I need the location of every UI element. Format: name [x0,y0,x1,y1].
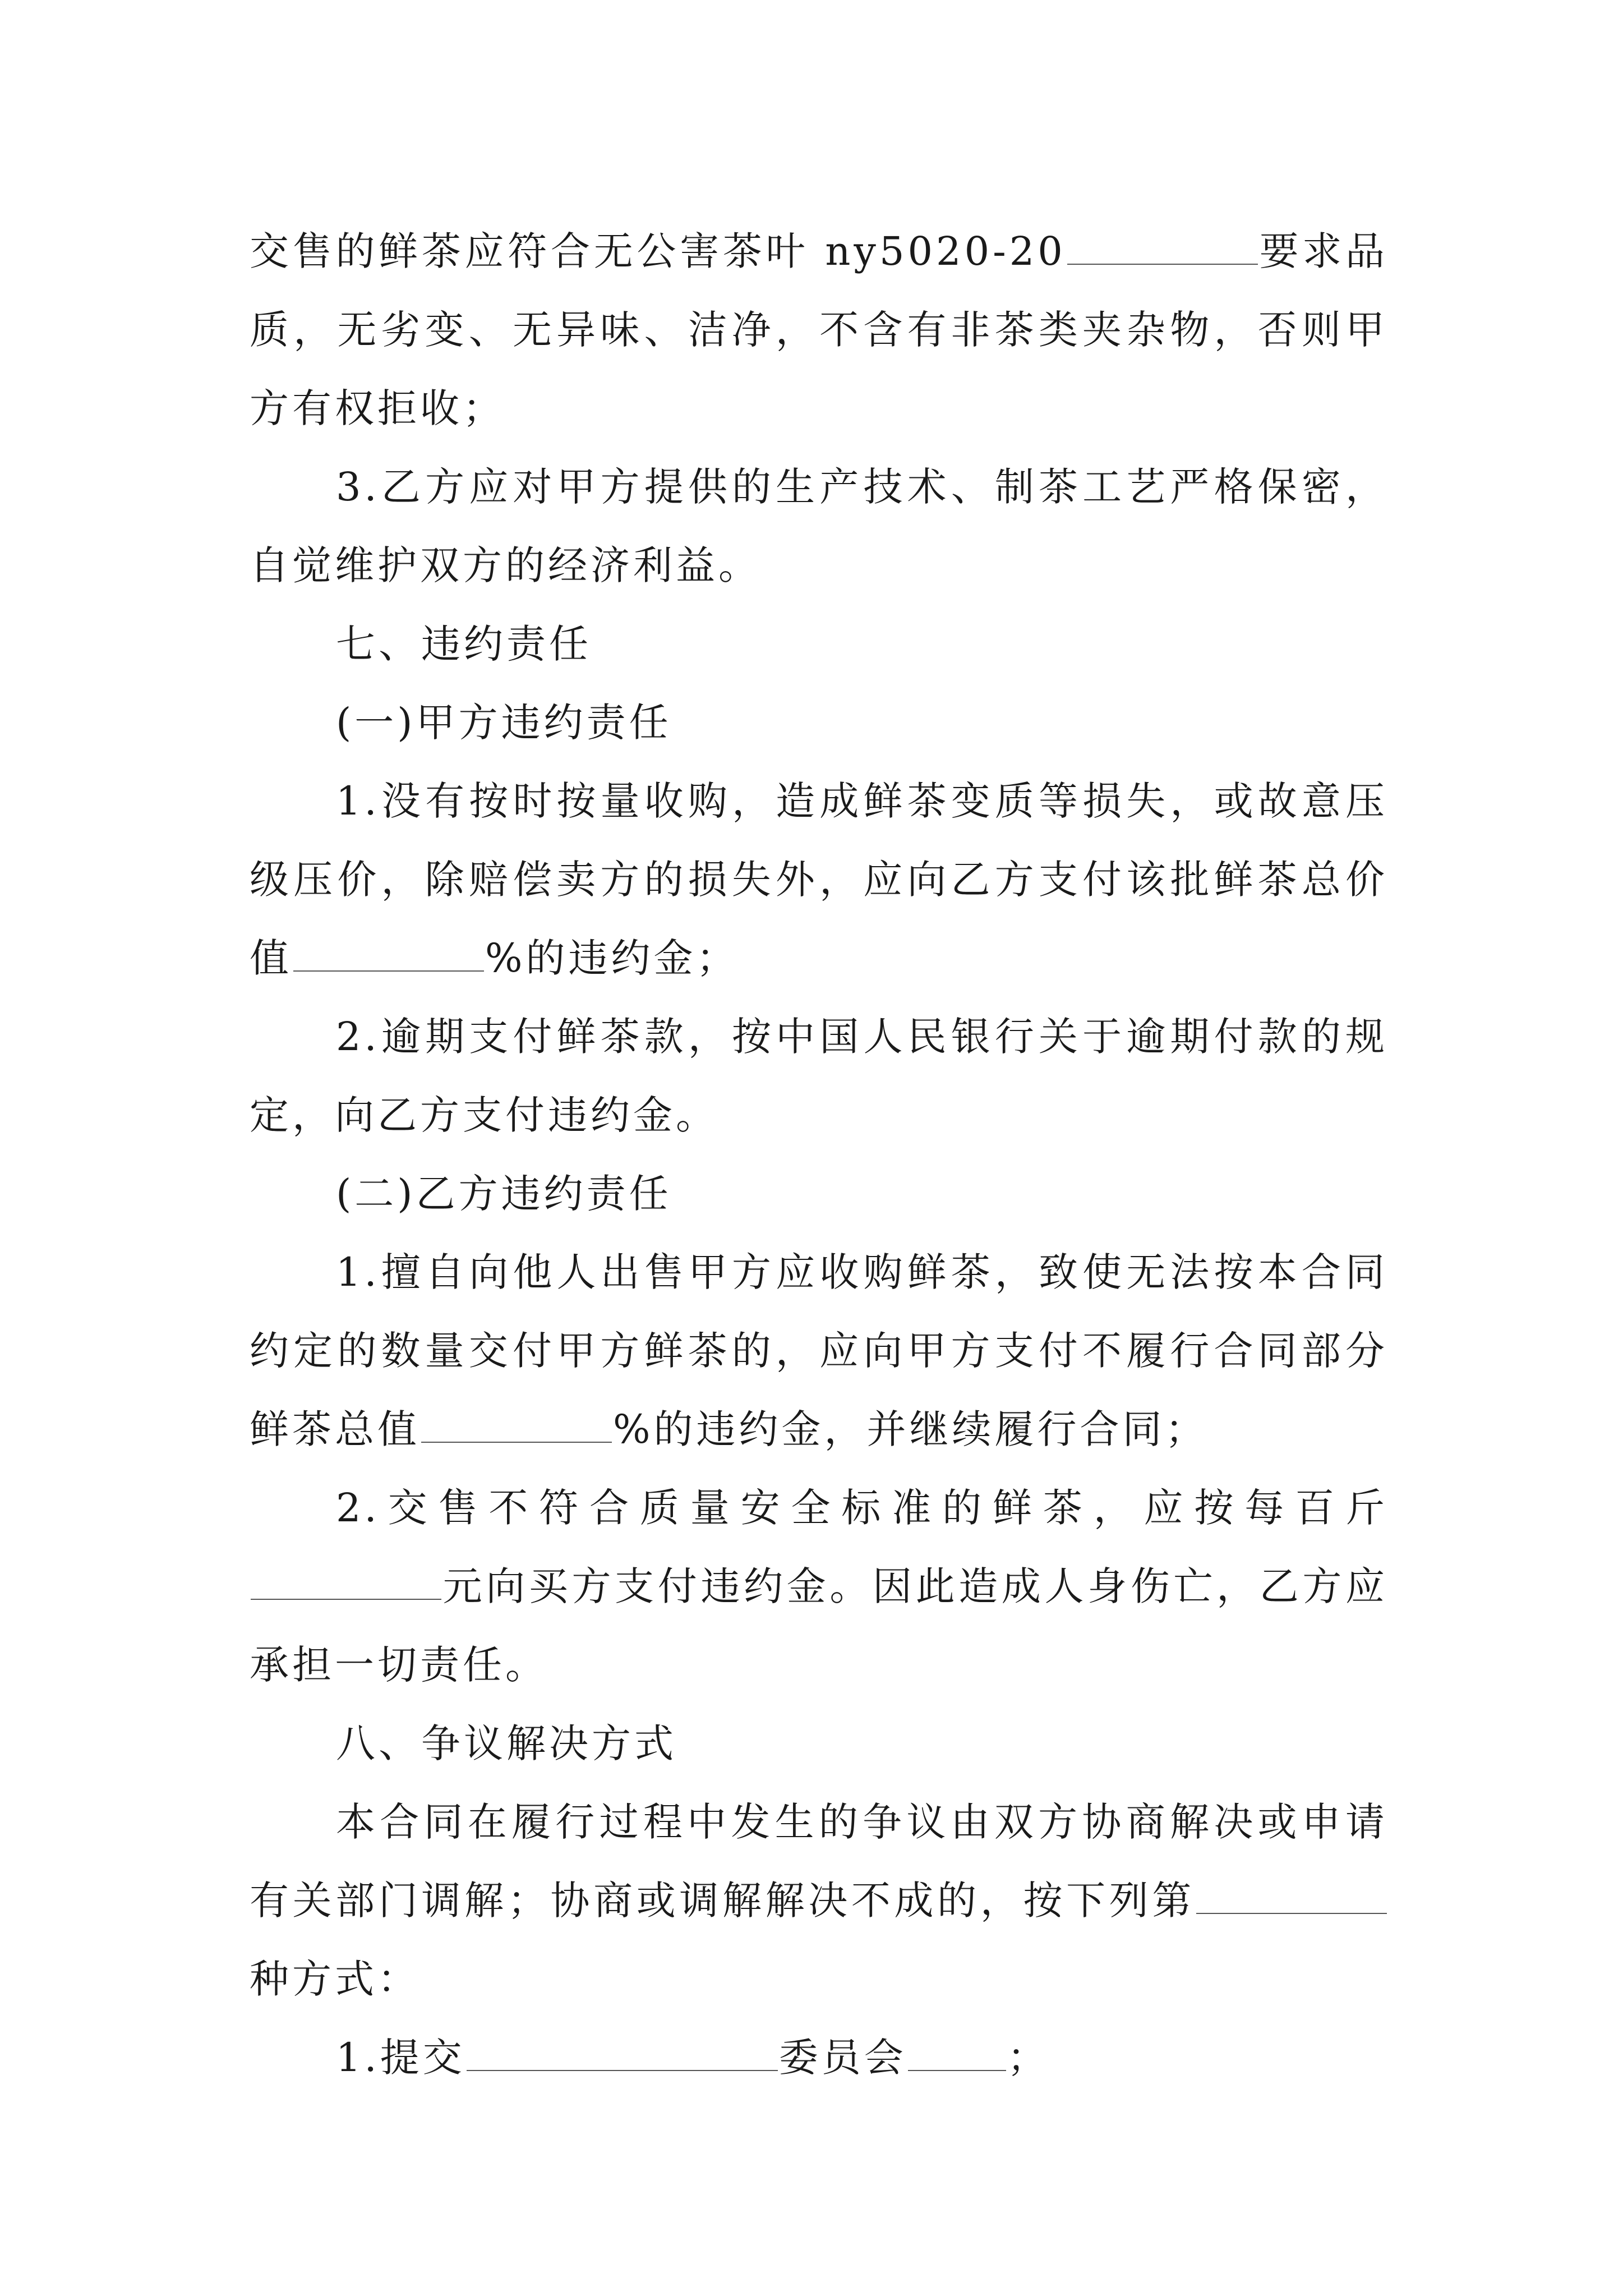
text-run: 1.没有按时按量收购，造成鲜茶变质等损失，或故意压级压价，除赔偿卖方的损失外，应向乙方支付该批鲜茶总价值 [250,778,1388,981]
paragraph-party-a-item-1 [250,762,1388,997]
fill-in-blank[interactable] [1196,1881,1387,1914]
text-run: 本合同在履行过程中发生的争议由双方协商解决或申请有关部门调解；协商或调解解决不成的，按下列第 [250,1799,1388,1924]
text-run: 元向买方支付违约金。因此造成人身伤亡，乙方应承担一切责任。 [250,1563,1388,1688]
text-run: ； [1007,2035,1050,2081]
text-run: (一)甲方违约责任 [336,700,672,746]
paragraph-section-7-heading [250,605,1388,683]
text-run: 七、违约责任 [336,621,592,667]
document-body [250,212,1388,2097]
text-run: 种方式： [250,1956,420,2002]
paragraph-party-b-item-1 [250,1233,1388,1469]
fill-in-blank[interactable] [293,939,484,972]
text-run: %的违约金； [485,935,739,981]
paragraph-party-b-heading [250,1154,1388,1233]
fill-in-blank[interactable] [251,1567,441,1600]
text-run: 委员会 [778,2035,907,2081]
paragraph-dispute-option-1 [250,2018,1388,2097]
text-run: 1.提交 [336,2035,465,2081]
fill-in-blank[interactable] [908,2039,1006,2071]
paragraph-confidentiality [250,448,1388,605]
paragraph-section-8-heading [250,1704,1388,1783]
text-run: 2.逾期支付鲜茶款，按中国人民银行关于逾期付款的规定，向乙方支付违约金。 [250,1014,1388,1138]
paragraph-party-b-item-2 [250,1469,1388,1704]
text-run: 2.交售不符合质量安全标准的鲜茶，应按每百斤 [336,1485,1388,1531]
paragraph-dispute-text [250,1783,1388,2018]
fill-in-blank[interactable] [1067,232,1258,265]
fill-in-blank[interactable] [421,1410,612,1443]
text-run: 交售的鲜茶应符合无公害茶叶 ny5020-20 [250,228,1066,274]
text-run: 八、争议解决方式 [336,1720,677,1766]
text-run: 要求品质，无劣变、无异味、洁净，不含有非茶类夹杂物，否则甲方有权拒收； [250,228,1389,431]
text-run: %的违约金，并继续履行合同； [613,1406,1208,1452]
paragraph-party-a-heading [250,683,1388,762]
text-run: 3.乙方应对甲方提供的生产技术、制茶工艺严格保密，自觉维护双方的经济利益。 [250,464,1388,588]
fill-in-blank[interactable] [467,2039,778,2071]
paragraph-quality-req [250,212,1388,448]
text-run: 1.擅自向他人出售甲方应收购鲜茶，致使无法按本合同约定的数量交付甲方鲜茶的，应向甲方支付不履行合同部分鲜茶总值 [250,1249,1388,1452]
paragraph-party-a-item-2 [250,997,1388,1154]
text-run: (二)乙方违约责任 [336,1171,672,1217]
